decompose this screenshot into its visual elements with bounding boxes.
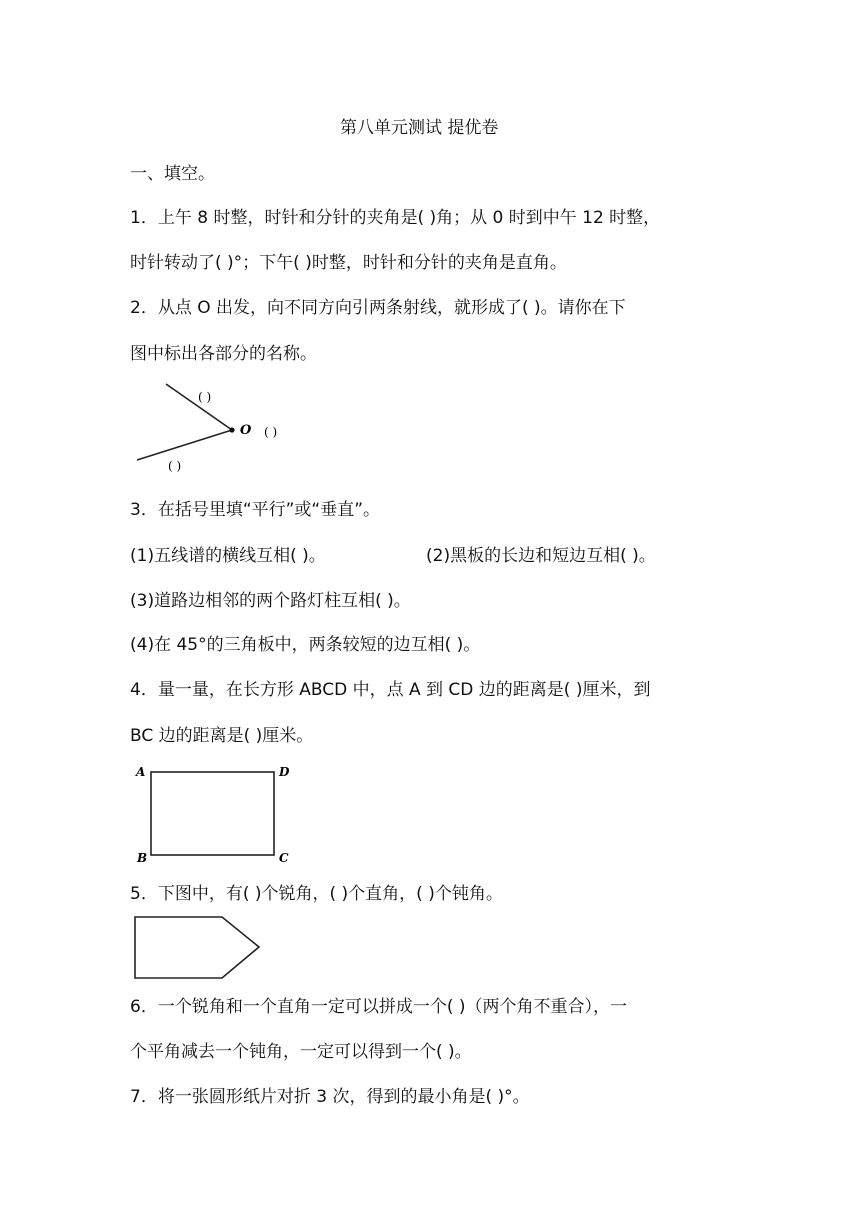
label-d: D	[279, 765, 290, 779]
label-a: A	[136, 765, 146, 779]
q2-line1: 2．从点 O 出发，向不同方向引两条射线，就形成了( )。请你在下	[130, 298, 626, 318]
pentagon-shape	[135, 917, 259, 978]
q3-item2: (2)黑板的长边和短边互相( )。	[426, 546, 656, 566]
q3-item3: (3)道路边相邻的两个路灯柱互相( )。	[130, 591, 411, 611]
q6-line2: 个平角减去一个钝角，一定可以得到一个( )。	[130, 1042, 472, 1062]
q3-item4: (4)在 45°的三角板中，两条较短的边互相( )。	[130, 635, 481, 655]
q1-line2: 时针转动了( )°；下午( )时整，时针和分针的夹角是直角。	[130, 253, 567, 273]
page-title: 第八单元测试 提优卷	[340, 118, 499, 138]
label-c: C	[279, 851, 289, 865]
bottom-blank: ( )	[168, 459, 182, 473]
label-b: B	[137, 851, 148, 865]
q5-line1: 5．下图中，有( )个锐角，( )个直角，( )个钝角。	[130, 884, 503, 904]
q7-line1: 7．将一张圆形纸片对折 3 次，得到的最小角是( )°。	[130, 1087, 530, 1107]
q1-line1: 1．上午 8 时整，时针和分针的夹角是( )角；从 0 时到中午 12 时整，	[130, 208, 661, 228]
q6-line1: 6．一个锐角和一个直角一定可以拼成一个( )（两个角不重合），一	[130, 997, 627, 1017]
top-blank: ( )	[198, 390, 212, 404]
q3-item1: (1)五线谱的横线互相( )。	[130, 546, 326, 566]
vertex-label: O	[240, 423, 252, 438]
q2-line2: 图中标出各部分的名称。	[130, 344, 317, 364]
section-heading: 一、填空。	[130, 164, 215, 184]
q3-stem: 3．在括号里填“平行”或“垂直”。	[130, 500, 381, 520]
vertex-blank: ( )	[264, 425, 278, 439]
q4-line1: 4．量一量，在长方形 ABCD 中，点 A 到 CD 边的距离是( )厘米，到	[130, 680, 651, 700]
q4-line2: BC 边的距离是( )厘米。	[130, 726, 314, 746]
